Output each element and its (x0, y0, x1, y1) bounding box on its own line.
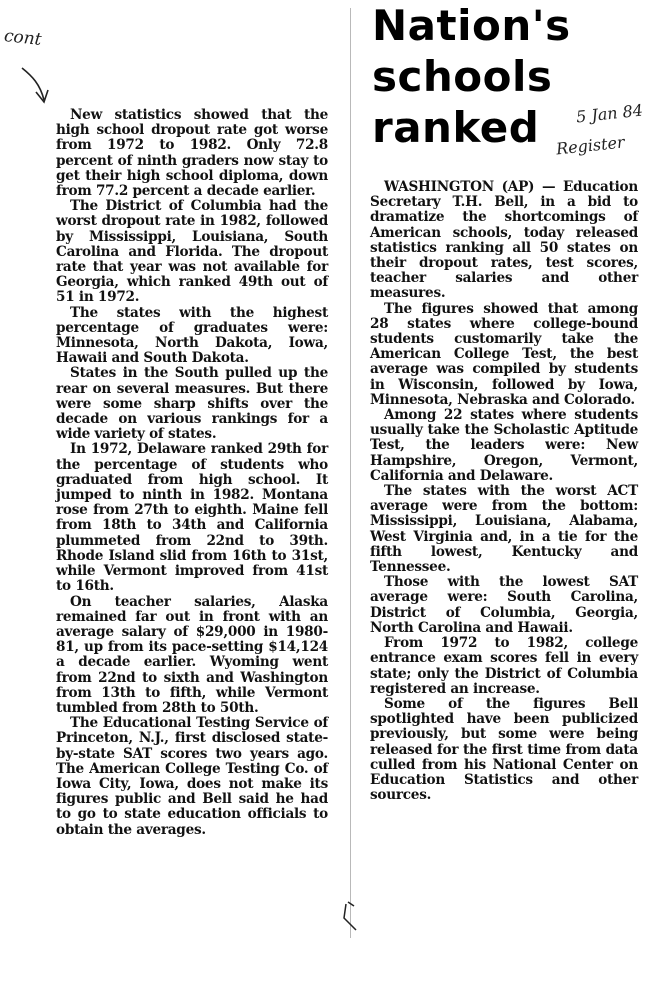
right-column (370, 180, 638, 803)
column-divider (350, 8, 351, 938)
handwritten-arrow-icon (18, 64, 58, 108)
article-paragraph: Some of the figures Bell spotlighted have been publicized previously, but some were being released for the first time from data culled from his National Center on Education Statistics and other sources. (370, 695, 638, 804)
left-column (56, 108, 328, 838)
article-paragraph: The Educational Testing Service of Princeton, N.J., first disclosed state-by-state SAT scores two years ago. The American College Testing Co. of Iowa City, Iowa, does not make its figures public and Bell said he had to go to state education officials to obtain the averages. (56, 715, 328, 838)
headline-line-3: ranked (372, 103, 540, 152)
article-paragraph: States in the South pulled up the rear on several measures. But there were some sharp shifts over the decade on various rankings for a wide variety of states. (56, 365, 328, 443)
lead-text: Education Secretary T.H. Bell, in a bid to dramatize the shortcomings of American schools, today released statistics ranking all 50 states on their dropout rates, test scores, teacher salaries and other measures. (370, 179, 638, 302)
article-paragraph: The figures showed that among 28 states where college-bound students customarily take the American College Test, the best average was compiled by students in Wisconsin, followed by Iowa, Minnesota, Nebraska and Colorado. (370, 300, 638, 408)
lead-paragraph (370, 180, 638, 302)
article-paragraph: Those with the lowest SAT average were: South Carolina, District of Columbia, Georgia, North Carolina and Hawaii. (370, 574, 638, 636)
article-paragraph: The states with the worst ACT average were from the bottom: Mississippi, Louisiana, Alabama, West Virginia and, in a tie for the fifth lowest, Kentucky and Tennessee. (370, 483, 638, 576)
handwritten-cont-note: cont (3, 26, 43, 50)
handwritten-date: 5 Jan 84 (575, 100, 644, 127)
article-paragraph: Among 22 states where students usually take the Scholastic Aptitude Test, the leaders were: New Hampshire, Oregon, Vermont, California and Delaware. (370, 407, 638, 484)
handwritten-bracket-icon (340, 900, 366, 940)
article-paragraph: New statistics showed that the high school dropout rate got worse from 1972 to 1982. Only 72.8 percent of ninth graders now stay to get their high school diploma, down from 77.2 percent a decade earlier. (56, 107, 328, 200)
headline-line-2: schools (372, 52, 553, 101)
handwritten-source: Register (555, 132, 626, 159)
headline (372, 0, 592, 153)
headline-line-1: Nation's (372, 1, 571, 50)
article-paragraph: In 1972, Delaware ranked 29th for the percentage of students who graduated from high school. It jumped to ninth in 1982. Montana rose from 27th to eighth. Maine fell from 18th to 34th and California plummeted from 22nd to 39th. Rhode Island slid from 16th to 31st, while Vermont improved from 41st to 16th. (56, 441, 328, 595)
dateline: WASHINGTON (AP) — (384, 179, 564, 195)
article-paragraph: The states with the highest percentage of graduates were: Minnesota, North Dakota, Iowa, Hawaii and South Dakota. (56, 304, 328, 367)
article-paragraph: From 1972 to 1982, college entrance exam scores fell in every state; only the District of Columbia registered an increase. (370, 635, 638, 697)
article-paragraph: On teacher salaries, Alaska remained far out in front with an average salary of $29,000 in 1980-81, up from its pace-setting $14,124 a decade earlier. Wyoming went from 22nd to sixth and Washington from 13th to fifth, while Vermont tumbled from 28th to 50th. (56, 593, 328, 716)
article-paragraph: The District of Columbia had the worst dropout rate in 1982, followed by Mississippi, Louisiana, South Carolina and Florida. The dropout rate that year was not available for Georgia, which ranked 49th out of 51 in 1972. (56, 198, 328, 306)
